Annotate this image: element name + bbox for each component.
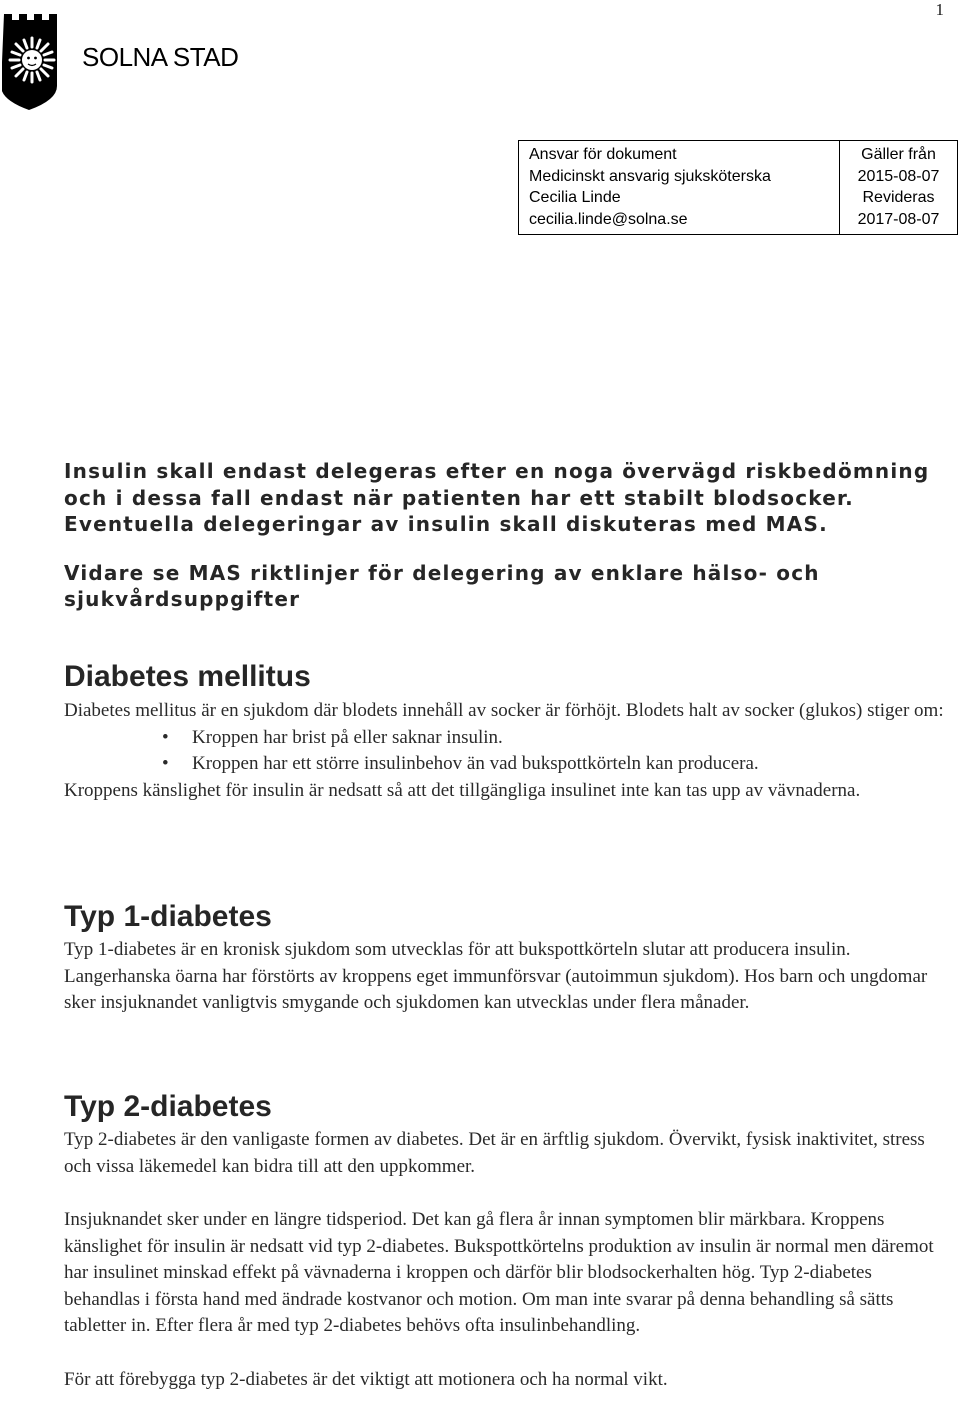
section-heading: Diabetes mellitus — [64, 660, 311, 693]
notice-reference: Vidare se MAS riktlinjer för delegering av enklare hälso- och sjukvårdsuppgifter — [64, 560, 820, 611]
section-heading: Typ 2-diabetes — [64, 1090, 272, 1123]
valid-from-date: 2015-08-07 — [857, 167, 940, 185]
section-typ1 — [64, 900, 944, 1017]
paragraph: För att förebygga typ 2-diabetes är det viktigt att motionera och ha normal vikt. — [64, 1368, 668, 1390]
revise-label: Revideras — [862, 189, 935, 206]
paragraph: Typ 1-diabetes är en kronisk sjukdom som utvecklas för att bukspottkörteln slutar att producera insulin. Langerhanska öarna har förstörts av kroppens eget immunförsvar (autoimmun sjukdom). Hos barn och ungdomar sker insjuknandet vanligtvis smygande och sjukdomen kan utvecklas under flera månader. — [64, 939, 928, 1013]
section-body — [64, 937, 944, 1017]
bullet-list — [64, 725, 944, 778]
outro-paragraph: Kroppens känslighet för insulin är nedsatt så att det tillgängliga insulinet inte kan tas upp av vävnaderna. — [64, 779, 861, 801]
document-info-table — [518, 140, 958, 235]
responsibility-cell — [519, 141, 840, 235]
intro-paragraph: Diabetes mellitus är en sjukdom där blodets innehåll av socker är förhöjt. Blodets halt av socker (glukos) stiger om: — [64, 700, 944, 721]
organization-name: SOLNA STAD — [82, 42, 239, 72]
section-body — [64, 698, 944, 804]
list-item: • Kroppen har brist på eller saknar insulin. — [64, 725, 944, 752]
section-diabetes-mellitus — [64, 660, 944, 804]
validity-cell — [840, 141, 958, 235]
responsible-role: Medicinskt ansvarig sjuksköterska — [529, 167, 771, 185]
coat-of-arms-sun-icon — [2, 8, 62, 112]
list-item: • Kroppen har ett större insulinbehov än vad bukspottkörteln kan producera. — [64, 751, 944, 778]
section-typ2 — [64, 1090, 944, 1393]
insulin-delegation-notice — [64, 458, 944, 613]
valid-from-label: Gäller från — [861, 146, 936, 163]
page-number: 1 — [935, 0, 944, 19]
responsibility-label: Ansvar för dokument — [529, 146, 677, 163]
notice-paragraph: Insulin skall endast delegeras efter en noga övervägd riskbedömning och i dessa fall endast när patienten har ett stabilt blodsocker. Eventuella delegeringar av insulin skall diskuteras med MAS. — [64, 459, 930, 536]
revise-date: 2017-08-07 — [857, 210, 940, 228]
responsible-name: Cecilia Linde — [529, 189, 621, 206]
section-heading: Typ 1-diabetes — [64, 900, 272, 933]
section-body — [64, 1127, 944, 1393]
paragraph: Typ 2-diabetes är den vanligaste formen av diabetes. Det är en ärftlig sjukdom. Övervikt, fysisk inaktivitet, stress och vissa läkemedel kan bidra till att den uppkommer. — [64, 1129, 925, 1177]
paragraph: Insjuknandet sker under en längre tidsperiod. Det kan gå flera år innan symptomen blir märkbara. Kroppens känslighet för insulin är nedsatt vid typ 2-diabetes. Bukspottkörtelns produktion av insulin är normal men däremot har insulinet minskad effekt på vävnaderna i kroppen och därför blir blodsockerhalten hög. Typ 2-diabetes behandlas i första hand med ändrade kostvanor och motion. Om man inte svarar på denna behandling så sätts tabletter in. Efter flera år med typ 2-diabetes behövs ofta insulinbehandling. — [64, 1209, 934, 1336]
responsible-email: cecilia.linde@solna.se — [529, 210, 688, 228]
